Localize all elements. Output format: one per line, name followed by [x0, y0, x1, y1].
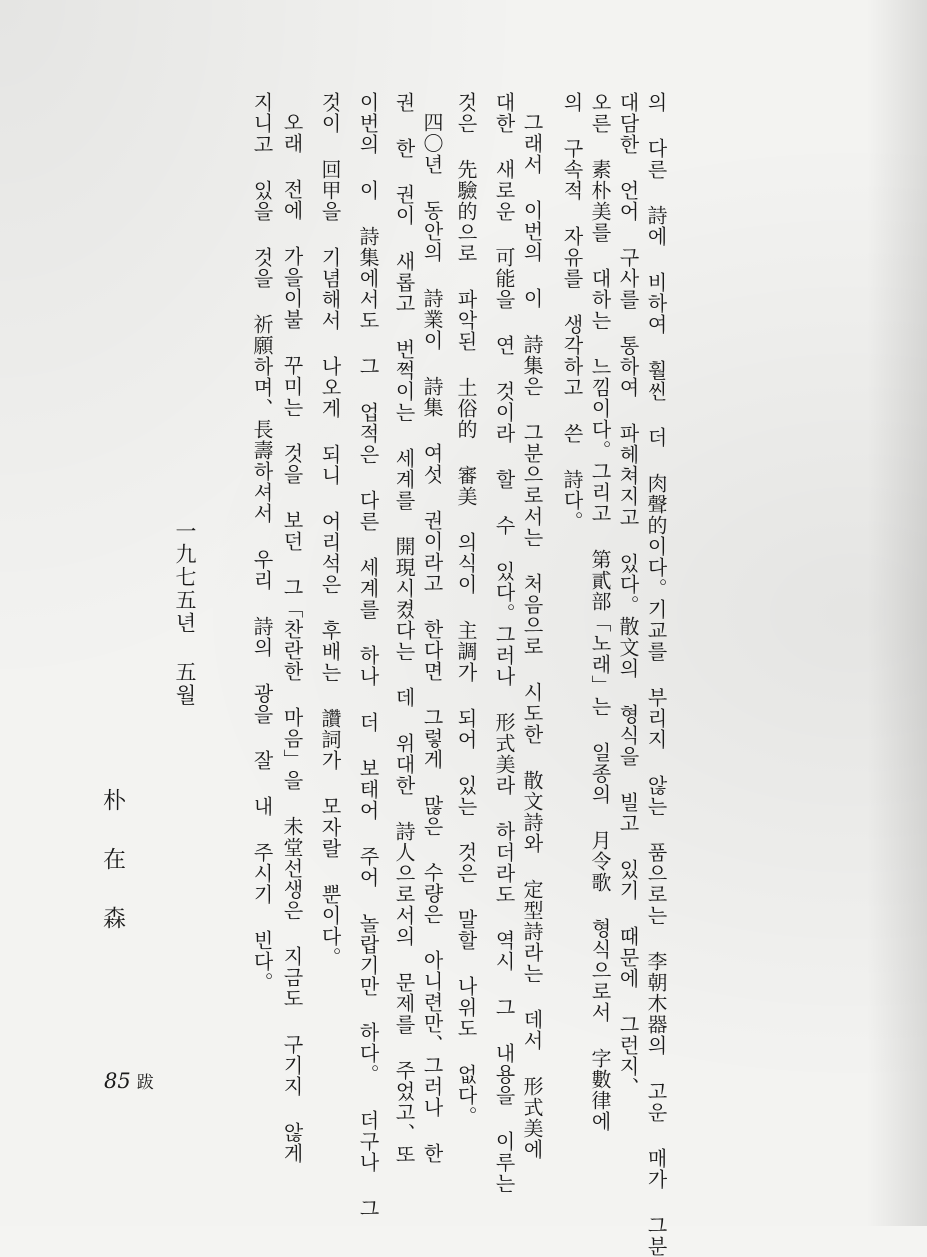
text-column: 대담한 언어 구사를 통하여 파헤쳐지고 있다。散文의 형식을 빌고 있기 때문에 그런지、: [616, 92, 640, 1098]
text-column: 오래 전에 가을이불 꾸미는 것을 보던 그「찬란한 마음」을 未堂선생은 지금도 구기지 않게: [280, 112, 304, 1164]
text-column: 의 다른 詩에 비하여 훨씬 더 肉聲的이다。기교를 부리지 않는 품으로는 李朝木器의 고운 매가 그분: [644, 92, 668, 1257]
text-column: 의 구속적 자유를 생각하고 쓴 詩다。: [560, 92, 584, 532]
text-column: 이번의 이 詩集에서도 그 업적은 다른 세계를 하나 더 보태어 주어 놀랍기만 하다。 더구나 그: [356, 92, 380, 1219]
text-column: 四〇년 동안의 詩業이 詩集 여섯 권이라고 한다면 그렇게 많은 수량은 아니련만、그러나 한: [420, 112, 444, 1164]
text-column: 오른 素朴美를 대하는 느낌이다。그리고 第貳部「노래」는 일종의 月令歌 형식으로서 字數律에: [588, 92, 612, 1132]
author-name: 朴在森: [99, 788, 125, 965]
text-column: 것이 回甲을 기념해서 나오게 되니 어리석은 후배는 讚詞가 모자랄 뿐이다。: [318, 92, 342, 968]
text-column: 것은 先驗的으로 파악된 土俗的 審美 의식이 主調가 되어 있는 것은 말할 나위도 없다。: [454, 92, 478, 1127]
text-column: 대한 새로운 可能을 연 것이라 할 수 있다。그러나 形式美라 하더라도 역시 그 내용을 이루는: [492, 92, 516, 1194]
text-column: 권 한 권이 새롭고 번쩍이는 세계를 開現시켰다는 데 위대한 詩人으로서의 문제를 주었고、또: [392, 92, 416, 1165]
text-column: 지니고 있을 것을 祈願하며、長壽하셔서 우리 詩의 광을 잘 내 주시기 빈다。: [250, 92, 274, 993]
text-column: 그래서 이번의 이 詩集은 그분으로서는 처음으로 시도한 散文詩와 定型詩라는 데서 形式美에: [520, 112, 544, 1160]
section-label: 跋: [136, 1073, 154, 1093]
binding-shadow: [867, 0, 927, 1226]
page-number: 85: [104, 1069, 131, 1093]
page-footer: [104, 1068, 154, 1093]
date-line: 一九七五년 五월: [173, 520, 197, 707]
